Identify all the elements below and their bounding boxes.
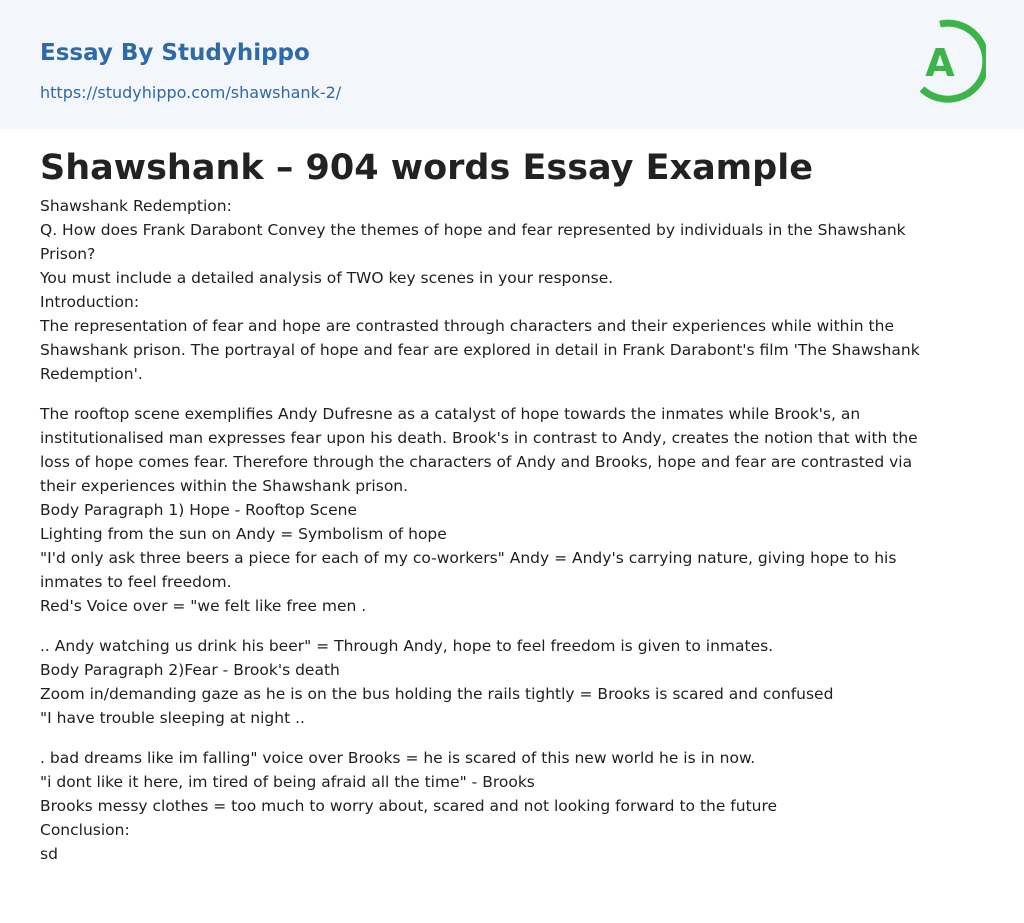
essay-line: Body Paragraph 2)Fear - Brook's death (40, 661, 340, 679)
essay-line: their experiences within the Shawshank prison. (40, 477, 409, 495)
essay-line: Red's Voice over = "we felt like free men . (40, 597, 367, 615)
essay-line: Zoom in/demanding gaze as he is on the bus holding the rails tightly = Brooks is scared and confused (40, 685, 834, 703)
paragraph-gap (40, 618, 970, 634)
essay-line: Prison? (40, 245, 96, 263)
essay-line: inmates to feel freedom. (40, 573, 232, 591)
essay-line: Redemption'. (40, 365, 143, 383)
essay-url-link[interactable]: https://studyhippo.com/shawshank-2/ (40, 83, 342, 102)
brand-name[interactable]: Essay By Studyhippo (40, 40, 310, 66)
essay-line: You must include a detailed analysis of TWO key scenes in your response. (40, 269, 614, 287)
essay-line: . bad dreams like im falling" voice over Brooks = he is scared of this new world he is in now. (40, 749, 756, 767)
essay-line: "I'd only ask three beers a piece for each of my co-workers" Andy = Andy's carrying nature, giving hope to his (40, 549, 897, 567)
essay-line: Lighting from the sun on Andy = Symbolism of hope (40, 525, 447, 543)
essay-line: Introduction: (40, 293, 140, 311)
logo-letter: A (925, 41, 955, 85)
essay-line: Shawshank prison. The portrayal of hope and fear are explored in detail in Frank Darabont's film 'The Shawshank (40, 341, 920, 359)
essay-line: "I have trouble sleeping at night .. (40, 709, 305, 727)
site-header (0, 0, 1024, 129)
essay-line: sd (40, 845, 58, 863)
essay-line: Conclusion: (40, 821, 130, 839)
essay-line: Brooks messy clothes = too much to worry about, scared and not looking forward to the future (40, 797, 778, 815)
studyhippo-logo-icon[interactable] (912, 19, 986, 105)
essay-line: Shawshank Redemption: (40, 197, 232, 215)
essay-line: "i dont like it here, im tired of being afraid all the time" - Brooks (40, 773, 535, 791)
essay-line: Q. How does Frank Darabont Convey the themes of hope and fear represented by individuals in the Shawshank (40, 221, 906, 239)
paragraph-gap (40, 386, 970, 402)
essay-title: Shawshank – 904 words Essay Example (40, 148, 813, 188)
essay-line: institutionalised man expresses fear upon his death. Brook's in contrast to Andy, creates the notion that with the (40, 429, 918, 447)
essay-body (40, 194, 970, 866)
essay-line: Body Paragraph 1) Hope - Rooftop Scene (40, 501, 357, 519)
essay-line: The rooftop scene exemplifies Andy Dufresne as a catalyst of hope towards the inmates while Brook's, an (40, 405, 861, 423)
essay-line: loss of hope comes fear. Therefore through the characters of Andy and Brooks, hope and fear are contrasted via (40, 453, 913, 471)
paragraph-gap (40, 730, 970, 746)
essay-line: .. Andy watching us drink his beer" = Through Andy, hope to feel freedom is given to inmates. (40, 637, 774, 655)
essay-line: The representation of fear and hope are contrasted through characters and their experiences while within the (40, 317, 894, 335)
